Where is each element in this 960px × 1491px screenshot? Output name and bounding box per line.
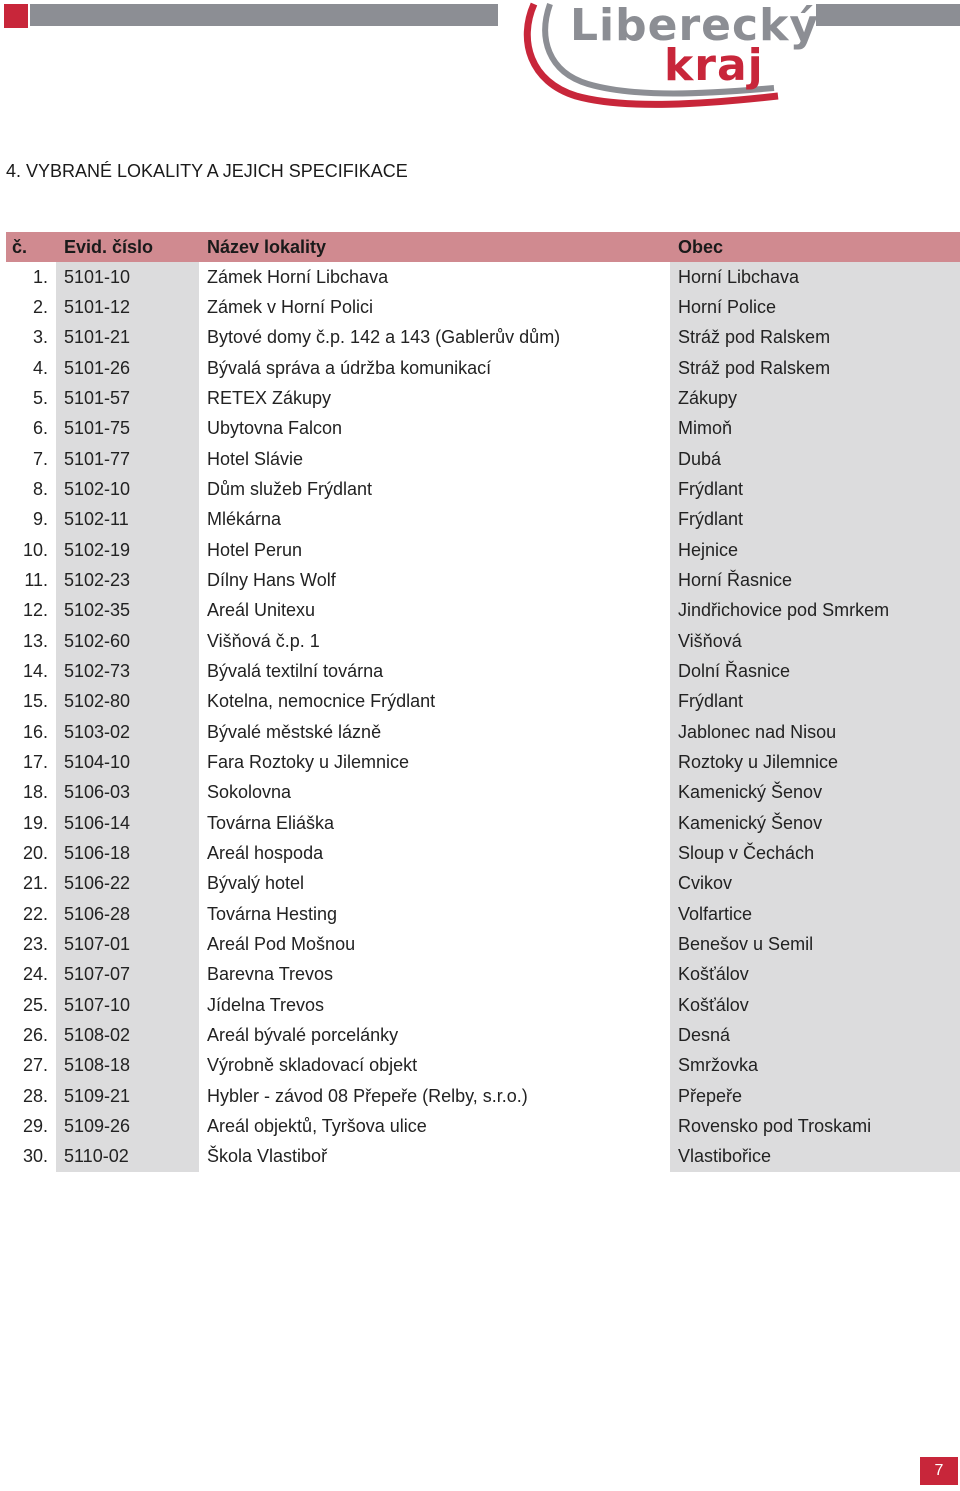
row-number: 21. [22, 873, 48, 894]
row-obec: Volfartice [670, 899, 960, 929]
logo-word-liberecky: Liberecký [570, 0, 820, 51]
row-obec: Přepeře [670, 1081, 960, 1111]
row-locality-name: Bytové domy č.p. 142 a 143 (Gablerův dům) [207, 327, 561, 348]
row-number: 17. [22, 751, 48, 772]
row-evid-number: 5102-60 [56, 626, 199, 656]
table-row [6, 1111, 960, 1141]
header-bar-right [816, 4, 960, 26]
row-number: 10. [22, 539, 48, 560]
row-locality-name: Areál Pod Mošnou [207, 933, 356, 954]
row-obec: Horní Police [670, 292, 960, 322]
row-evid-number: 5106-14 [56, 808, 199, 838]
table-row [6, 838, 960, 868]
table-row [6, 1051, 960, 1081]
row-evid-number: 5102-73 [56, 656, 199, 686]
row-evid-number: 5102-10 [56, 474, 199, 504]
row-evid-number: 5107-01 [56, 929, 199, 959]
row-obec: Cvikov [670, 869, 960, 899]
row-locality-name: Bývalý hotel [207, 873, 305, 894]
row-locality-name: Mlékárna [207, 509, 282, 530]
row-obec: Višňová [670, 626, 960, 656]
row-evid-number: 5106-03 [56, 778, 199, 808]
table-row [6, 747, 960, 777]
column-header-name: Název lokality [199, 232, 670, 262]
localities-table [6, 232, 960, 1172]
table-row [6, 990, 960, 1020]
liberecky-kraj-logo [516, 0, 820, 108]
row-obec: Frýdlant [670, 687, 960, 717]
row-number: 1. [32, 266, 48, 287]
table-row [6, 262, 960, 292]
table-row [6, 626, 960, 656]
table-row [6, 383, 960, 413]
row-obec: Dolní Řasnice [670, 656, 960, 686]
page-number-badge: 7 [920, 1457, 958, 1485]
table-row [6, 474, 960, 504]
table-row [6, 1142, 960, 1172]
row-locality-name: Ubytovna Falcon [207, 418, 343, 439]
row-number: 25. [22, 994, 48, 1015]
row-evid-number: 5101-10 [56, 262, 199, 292]
row-evid-number: 5109-26 [56, 1111, 199, 1141]
row-locality-name: Višňová č.p. 1 [207, 630, 320, 651]
header-bar-left [30, 4, 498, 26]
row-number: 2. [32, 296, 48, 317]
row-locality-name: Areál bývalé porcelánky [207, 1024, 399, 1045]
row-evid-number: 5110-02 [56, 1142, 199, 1172]
row-number: 13. [22, 630, 48, 651]
row-locality-name: RETEX Zákupy [207, 387, 332, 408]
row-locality-name: Jídelna Trevos [207, 994, 325, 1015]
row-locality-name: Dům služeb Frýdlant [207, 478, 373, 499]
row-locality-name: Škola Vlastiboř [207, 1146, 328, 1167]
row-locality-name: Zámek Horní Libchava [207, 266, 389, 287]
row-number: 4. [32, 357, 48, 378]
accent-square [4, 4, 28, 28]
table-row [6, 505, 960, 535]
row-locality-name: Zámek v Horní Polici [207, 296, 374, 317]
section-title: 4. VYBRANÉ LOKALITY A JEJICH SPECIFIKACE [6, 161, 408, 181]
table-row [6, 717, 960, 747]
table-row [6, 778, 960, 808]
row-evid-number: 5102-11 [56, 505, 199, 535]
row-evid-number: 5108-02 [56, 1020, 199, 1050]
column-header-evid: Evid. číslo [56, 232, 199, 262]
row-evid-number: 5102-80 [56, 687, 199, 717]
row-number: 3. [32, 327, 48, 348]
row-evid-number: 5104-10 [56, 747, 199, 777]
row-obec: Stráž pod Ralskem [670, 323, 960, 353]
row-number: 24. [22, 964, 48, 985]
table-row [6, 292, 960, 322]
row-number: 30. [22, 1146, 48, 1167]
row-obec: Jablonec nad Nisou [670, 717, 960, 747]
row-obec: Kamenický Šenov [670, 778, 960, 808]
row-obec: Sloup v Čechách [670, 838, 960, 868]
row-obec: Stráž pod Ralskem [670, 353, 960, 383]
row-number: 6. [32, 418, 48, 439]
row-locality-name: Hotel Perun [207, 539, 303, 560]
table-row [6, 565, 960, 595]
row-evid-number: 5101-75 [56, 414, 199, 444]
row-number: 20. [22, 842, 48, 863]
row-obec: Frýdlant [670, 474, 960, 504]
row-number: 23. [22, 933, 48, 954]
row-obec: Košťálov [670, 990, 960, 1020]
row-locality-name: Sokolovna [207, 782, 292, 803]
row-evid-number: 5101-21 [56, 323, 199, 353]
row-obec: Hejnice [670, 535, 960, 565]
row-evid-number: 5101-77 [56, 444, 199, 474]
row-number: 26. [22, 1024, 48, 1045]
table-row [6, 414, 960, 444]
table-row [6, 656, 960, 686]
row-evid-number: 5103-02 [56, 717, 199, 747]
table-row [6, 808, 960, 838]
row-locality-name: Areál Unitexu [207, 600, 316, 621]
table-row [6, 869, 960, 899]
row-number: 27. [22, 1055, 48, 1076]
row-obec: Horní Řasnice [670, 565, 960, 595]
row-obec: Horní Libchava [670, 262, 960, 292]
row-obec: Jindřichovice pod Smrkem [670, 596, 960, 626]
row-number: 29. [22, 1115, 48, 1136]
row-obec: Košťálov [670, 960, 960, 990]
row-evid-number: 5102-35 [56, 596, 199, 626]
row-locality-name: Areál hospoda [207, 842, 324, 863]
row-number: 18. [22, 782, 48, 803]
row-evid-number: 5106-28 [56, 899, 199, 929]
row-evid-number: 5109-21 [56, 1081, 199, 1111]
row-number: 5. [32, 387, 48, 408]
row-locality-name: Hotel Slávie [207, 448, 304, 469]
row-number: 7. [32, 448, 48, 469]
row-evid-number: 5102-23 [56, 565, 199, 595]
row-evid-number: 5101-26 [56, 353, 199, 383]
row-evid-number: 5107-10 [56, 990, 199, 1020]
row-evid-number: 5106-18 [56, 838, 199, 868]
row-evid-number: 5101-57 [56, 383, 199, 413]
row-obec: Zákupy [670, 383, 960, 413]
row-number: 15. [22, 691, 48, 712]
row-evid-number: 5107-07 [56, 960, 199, 990]
row-locality-name: Barevna Trevos [207, 964, 334, 985]
table-row [6, 535, 960, 565]
row-evid-number: 5106-22 [56, 869, 199, 899]
row-obec: Smržovka [670, 1051, 960, 1081]
row-locality-name: Továrna Hesting [207, 903, 338, 924]
row-number: 16. [22, 721, 48, 742]
row-locality-name: Bývalé městské lázně [207, 721, 382, 742]
row-locality-name: Fara Roztoky u Jilemnice [207, 751, 410, 772]
row-locality-name: Továrna Eliáška [207, 812, 335, 833]
row-locality-name: Areál objektů, Tyršova ulice [207, 1115, 427, 1136]
row-obec: Benešov u Semil [670, 929, 960, 959]
row-evid-number: 5102-19 [56, 535, 199, 565]
row-number: 14. [22, 660, 48, 681]
row-locality-name: Hybler - závod 08 Přepeře (Relby, s.r.o.) [207, 1085, 528, 1106]
table-row [6, 323, 960, 353]
table-row [6, 929, 960, 959]
row-obec: Kamenický Šenov [670, 808, 960, 838]
row-number: 9. [32, 509, 48, 530]
row-number: 28. [22, 1085, 48, 1106]
column-header-number: č. [6, 232, 56, 262]
row-locality-name: Výrobně skladovací objekt [207, 1055, 418, 1076]
logo-word-kraj: kraj [664, 40, 764, 91]
row-evid-number: 5101-12 [56, 292, 199, 322]
table-row [6, 444, 960, 474]
row-obec: Roztoky u Jilemnice [670, 747, 960, 777]
row-obec: Rovensko pod Troskami [670, 1111, 960, 1141]
row-number: 19. [22, 812, 48, 833]
row-number: 22. [22, 903, 48, 924]
table-row [6, 960, 960, 990]
row-obec: Vlastibořice [670, 1142, 960, 1172]
table-row [6, 353, 960, 383]
table-header-row [6, 232, 960, 262]
table-row [6, 1020, 960, 1050]
row-obec: Frýdlant [670, 505, 960, 535]
table-row [6, 899, 960, 929]
row-locality-name: Bývalá správa a údržba komunikací [207, 357, 492, 378]
row-evid-number: 5108-18 [56, 1051, 199, 1081]
row-number: 12. [22, 600, 48, 621]
row-locality-name: Dílny Hans Wolf [207, 569, 336, 590]
row-locality-name: Kotelna, nemocnice Frýdlant [207, 691, 436, 712]
table-body [6, 262, 960, 1172]
table-row [6, 687, 960, 717]
page-header [0, 0, 960, 110]
row-number: 8. [32, 478, 48, 499]
table-row [6, 596, 960, 626]
row-number: 11. [24, 569, 48, 590]
row-obec: Dubá [670, 444, 960, 474]
column-header-obec: Obec [670, 232, 960, 262]
row-obec: Mimoň [670, 414, 960, 444]
table-row [6, 1081, 960, 1111]
row-obec: Desná [670, 1020, 960, 1050]
row-locality-name: Bývalá textilní továrna [207, 660, 384, 681]
